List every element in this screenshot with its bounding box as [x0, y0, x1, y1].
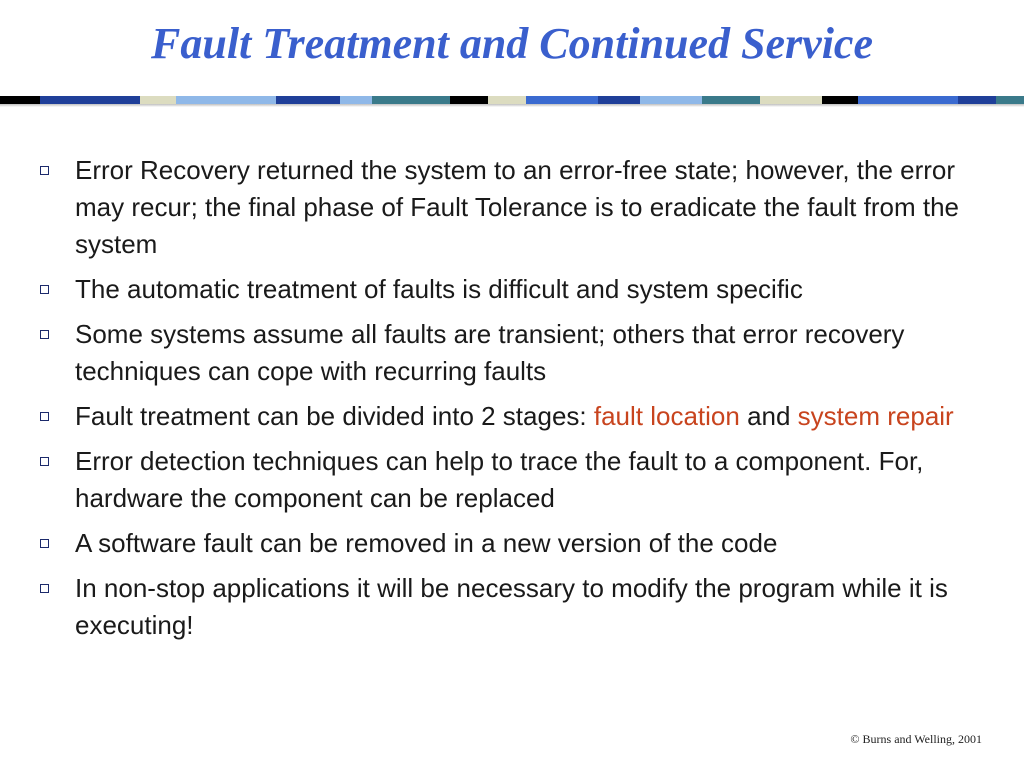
hollow-square-bullet-icon — [40, 285, 49, 294]
hollow-square-bullet-icon — [40, 330, 49, 339]
bullet-item — [38, 316, 978, 390]
bullet-text: A software fault can be removed in a new version of the code — [75, 528, 778, 558]
bullet-text: Error detection techniques can help to trace the fault to a component. For, hardware the component can be replaced — [75, 446, 924, 513]
slide-title: Fault Treatment and Continued Service — [151, 19, 873, 68]
bullet-item — [38, 443, 978, 517]
title-divider-bar — [0, 96, 1024, 104]
bullet-text: Some systems assume all faults are transient; others that error recovery techniques can cope with recurring faults — [75, 319, 905, 386]
bullet-list — [38, 152, 978, 652]
hollow-square-bullet-icon — [40, 166, 49, 175]
hollow-square-bullet-icon — [40, 457, 49, 466]
bullet-text: In non-stop applications it will be necessary to modify the program while it is executing! — [75, 573, 948, 640]
highlight-fault-location: fault location — [593, 401, 740, 431]
divider-shadow — [0, 104, 1024, 107]
hollow-square-bullet-icon — [40, 412, 49, 421]
bullet-item — [38, 525, 978, 562]
bullet-text-connector: and — [739, 401, 798, 431]
hollow-square-bullet-icon — [40, 539, 49, 548]
bullet-text: Error Recovery returned the system to an error-free state; however, the error may recur; the final phase of Fault Tolerance is to eradicate the fault from the system — [75, 155, 959, 259]
highlight-system-repair: system repair — [797, 401, 954, 431]
bullet-text: The automatic treatment of faults is difficult and system specific — [75, 274, 803, 304]
bullet-item — [38, 271, 978, 308]
bullet-item — [38, 398, 978, 435]
bullet-text: Fault treatment can be divided into 2 stages: — [75, 401, 594, 431]
bullet-item — [38, 152, 978, 263]
bullet-item — [38, 570, 978, 644]
copyright-footer: © Burns and Welling, 2001 — [850, 732, 982, 746]
hollow-square-bullet-icon — [40, 584, 49, 593]
